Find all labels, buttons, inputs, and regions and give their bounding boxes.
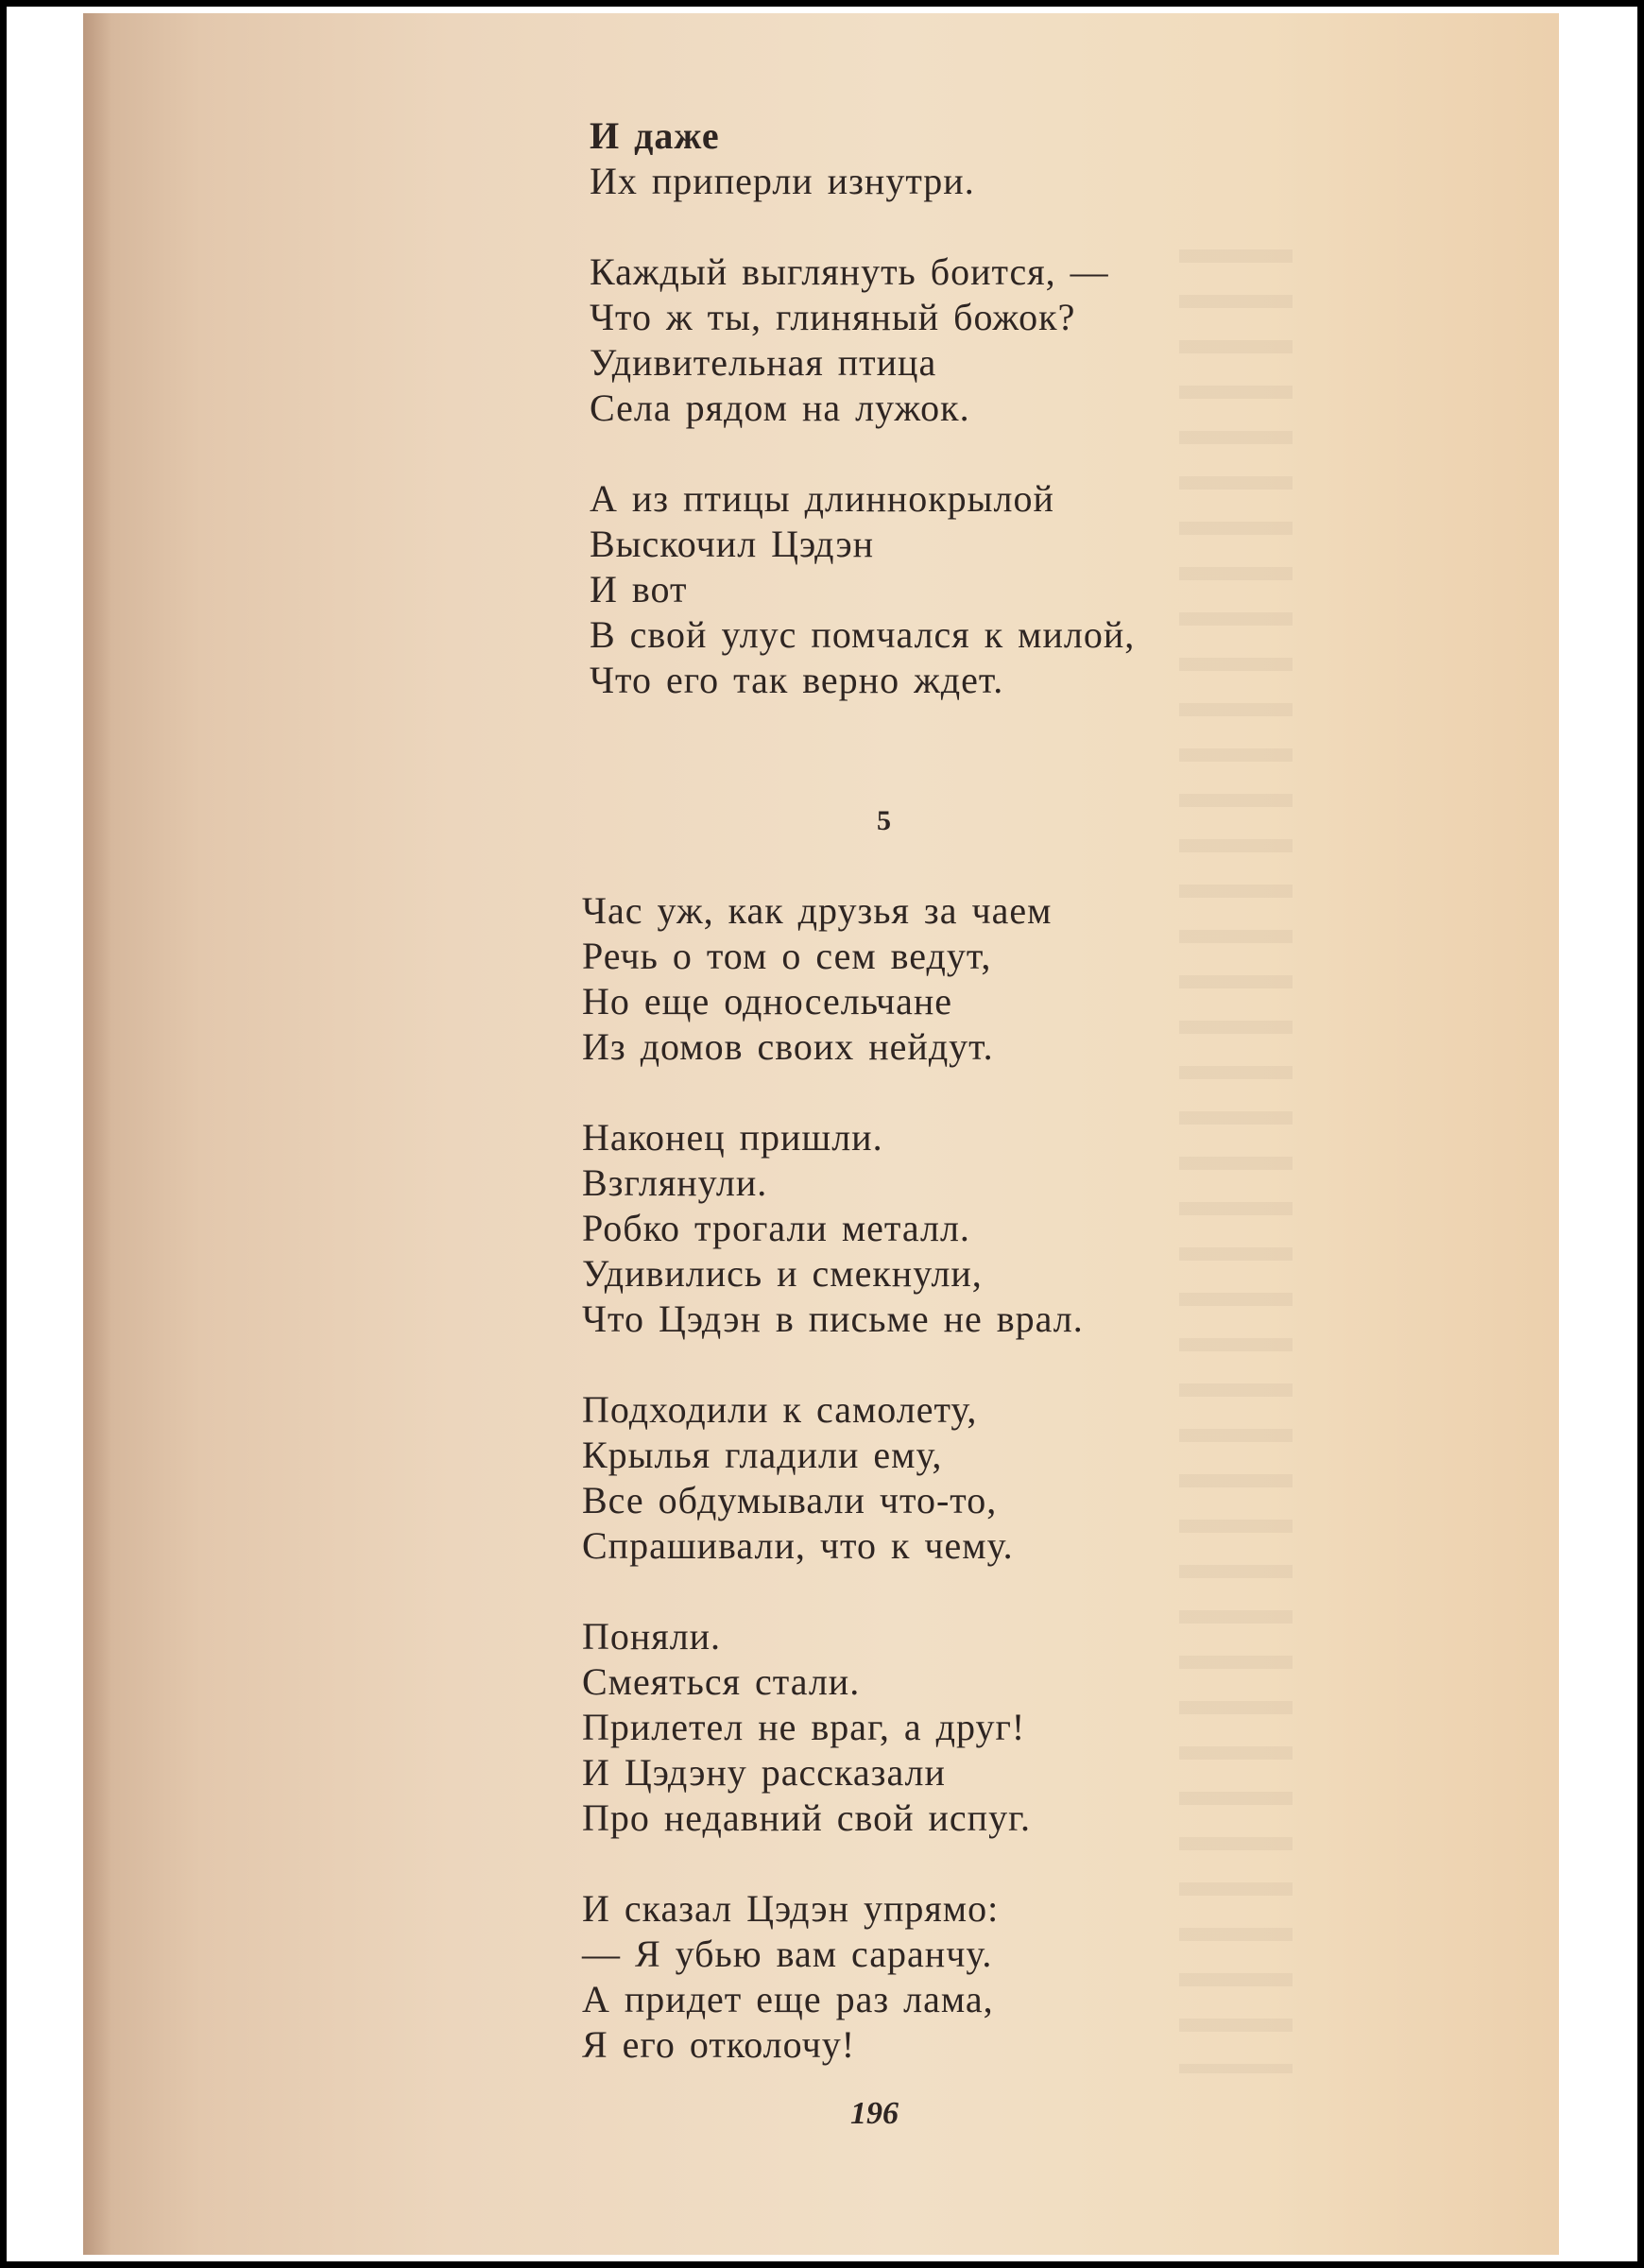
poem-line: Каждый выглянуть боится, — <box>590 250 1109 293</box>
poem-line: Что Цэдэн в письме не врал. <box>582 1297 1084 1340</box>
poem-line: Робко трогали металл. <box>582 1207 970 1249</box>
poem-line: Смеяться стали. <box>582 1660 861 1703</box>
show-through-text <box>1179 221 1293 2073</box>
poem-part-1 <box>590 113 1135 748</box>
stanza <box>582 1387 1084 1569</box>
poem-line: Выскочил Цэдэн <box>590 523 875 565</box>
stanza <box>582 1614 1084 1841</box>
poem-line: Удивительная птица <box>590 341 937 384</box>
stanza <box>590 113 1135 204</box>
page-gutter-shadow <box>83 13 111 2255</box>
poem-line: Поняли. <box>582 1615 722 1658</box>
stanza <box>582 1115 1084 1342</box>
poem-line: Спрашивали, что к чему. <box>582 1524 1014 1567</box>
poem-line: Про недавний свой испуг. <box>582 1796 1031 1839</box>
poem-line: Села рядом на лужок. <box>590 387 970 429</box>
poem-line: В свой улус помчался к милой, <box>590 613 1136 656</box>
stanza <box>582 888 1084 1070</box>
poem-line: Подходили к самолету, <box>582 1388 978 1431</box>
poem-line: Прилетел не враг, а друг! <box>582 1706 1026 1748</box>
poem-part-2 <box>582 888 1084 2113</box>
poem-line: Что его так верно ждет. <box>590 659 1004 701</box>
poem-line: Крылья гладили ему, <box>582 1434 943 1476</box>
poem-line: А придет еще раз лама, <box>582 1978 994 2020</box>
poem-line: Все обдумывали что-то, <box>582 1479 998 1521</box>
poem-line: А из птицы длиннокрылой <box>590 477 1054 520</box>
poem-line: И Цэдэну рассказали <box>582 1751 946 1794</box>
poem-line: Час уж, как друзья за чаем <box>582 889 1053 932</box>
poem-line: Наконец пришли. <box>582 1116 883 1159</box>
poem-line: Из домов своих нейдут. <box>582 1025 994 1068</box>
poem-line: Их приперли изнутри. <box>590 160 975 202</box>
poem-line: И даже <box>590 114 720 157</box>
stanza <box>590 249 1135 431</box>
poem-line: И сказал Цэдэн упрямо: <box>582 1887 1000 1930</box>
poem-line: Но еще односельчане <box>582 980 952 1022</box>
poem-line: Речь о том о сем ведут, <box>582 935 992 977</box>
poem-line: — Я убью вам саранчу. <box>582 1933 993 1975</box>
poem-line: Я его отколочу! <box>582 2023 856 2066</box>
poem-line: Что ж ты, глиняный божок? <box>590 296 1076 338</box>
section-number: 5 <box>877 805 891 836</box>
stanza <box>582 1886 1084 2068</box>
stanza <box>590 476 1135 703</box>
poem-line: Удивились и смекнули, <box>582 1252 983 1295</box>
poem-line: И вот <box>590 568 688 610</box>
page-number: 196 <box>850 2096 899 2131</box>
poem-line: Взглянули. <box>582 1161 768 1204</box>
